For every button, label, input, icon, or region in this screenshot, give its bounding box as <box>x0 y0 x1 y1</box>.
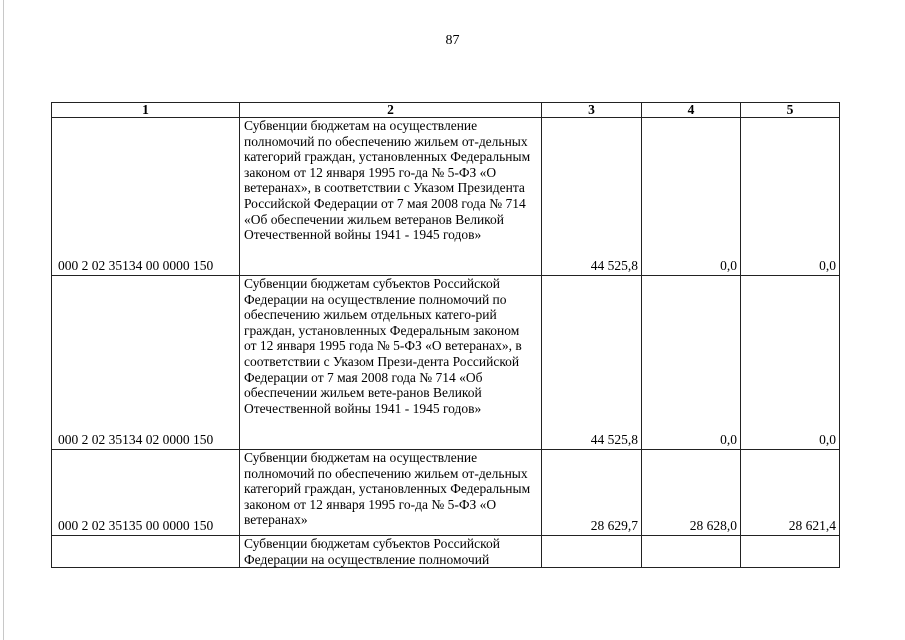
value-col4-cell <box>642 536 741 568</box>
budget-code-cell: 000 2 02 35135 00 0000 150 <box>52 450 240 536</box>
value-col5-cell <box>741 536 840 568</box>
value-col5-cell: 0,0 <box>741 118 840 276</box>
description-cell: Субвенции бюджетам на осуществление полномочий по обеспечению жильем от-дельных категорий граждан, установленных Федеральным законом от 12 января 1995 го-да № 5-ФЗ «О ветеранах» <box>240 450 542 536</box>
table-row <box>52 118 840 276</box>
value-col5-cell: 0,0 <box>741 276 840 450</box>
value-col4-cell: 28 628,0 <box>642 450 741 536</box>
value-col3-cell <box>542 536 642 568</box>
value-col3-cell: 28 629,7 <box>542 450 642 536</box>
budget-code-cell: 000 2 02 35134 00 0000 150 <box>52 118 240 276</box>
value-col4-cell: 0,0 <box>642 118 741 276</box>
description-cell: Субвенции бюджетам субъектов Российской Федерации на осуществление полномочий <box>240 536 542 568</box>
table-row <box>52 536 840 568</box>
scan-edge-line <box>3 0 4 640</box>
budget-code-cell: 000 2 02 35134 02 0000 150 <box>52 276 240 450</box>
column-header-5: 5 <box>741 103 840 118</box>
column-header-3: 3 <box>542 103 642 118</box>
value-col5-cell: 28 621,4 <box>741 450 840 536</box>
description-cell: Субвенции бюджетам на осуществление полномочий по обеспечению жильем от-дельных категорий граждан, установленных Федеральным законом от 12 января 1995 го-да № 5-ФЗ «О ветеранах», в соответствии с Указом Президента Российской Федерации от 7 мая 2008 года № 714 «Об обеспечении жильем ветеранов Великой Отечественной войны 1941 - 1945 годов» <box>240 118 542 276</box>
value-col3-cell: 44 525,8 <box>542 276 642 450</box>
value-col3-cell: 44 525,8 <box>542 118 642 276</box>
table-row <box>52 450 840 536</box>
column-header-2: 2 <box>240 103 542 118</box>
budget-code-cell <box>52 536 240 568</box>
description-cell: Субвенции бюджетам субъектов Российской Федерации на осуществление полномочий по обеспечению жильем отдельных катего-рий граждан, установленных Федеральным законом от 12 января 1995 года № 5-ФЗ «О ветеранах», в соответствии с Указом Прези-дента Российской Федерации от 7 мая 2008 года № 714 «Об обеспечении жильем вете-ранов Великой Отечественной войны 1941 - 1945 годов» <box>240 276 542 450</box>
value-col4-cell: 0,0 <box>642 276 741 450</box>
page-number: 87 <box>445 33 460 48</box>
table-row <box>52 276 840 450</box>
header-row <box>52 103 840 118</box>
budget-table <box>51 102 840 568</box>
column-header-1: 1 <box>52 103 240 118</box>
column-header-4: 4 <box>642 103 741 118</box>
